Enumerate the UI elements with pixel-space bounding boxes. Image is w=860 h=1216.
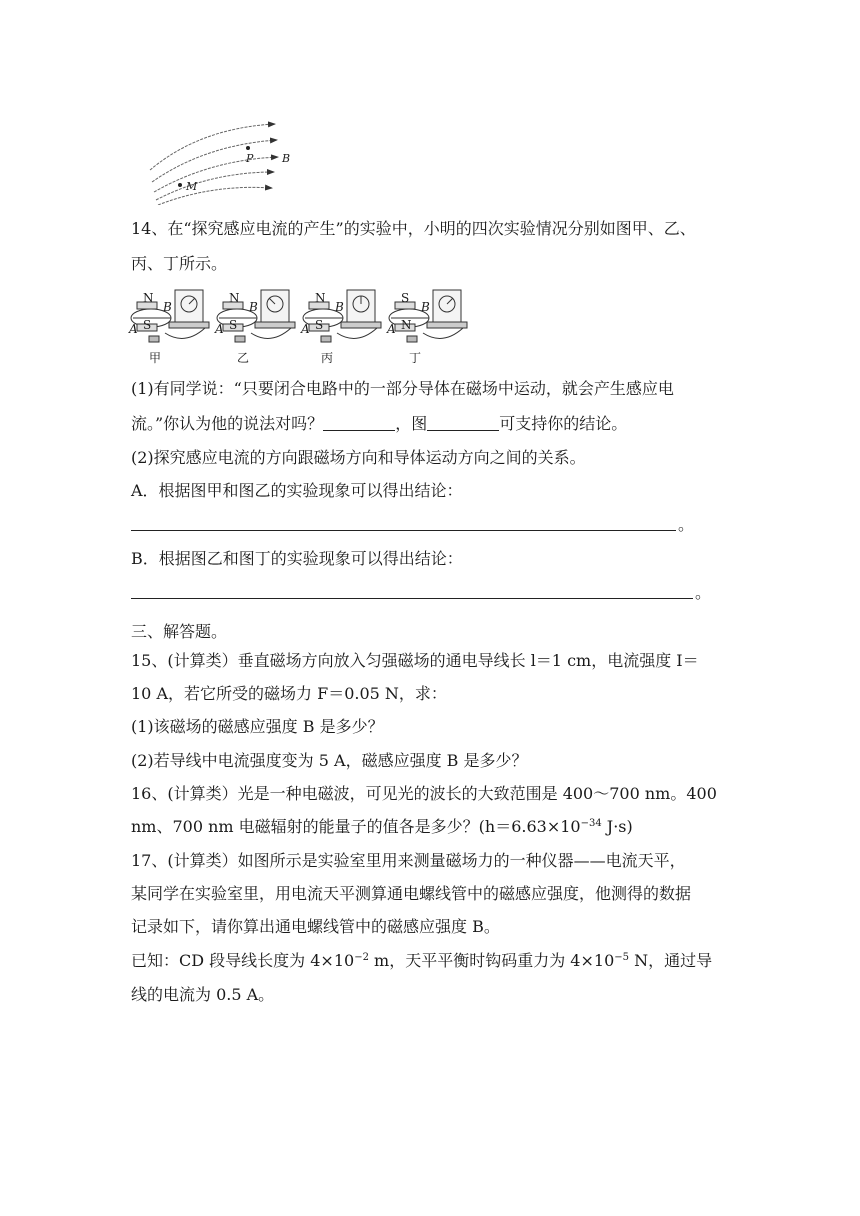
- top-pole-label: N: [229, 291, 240, 305]
- b-label: B: [335, 300, 344, 314]
- q14-pB: B．根据图乙和图丁的实验现象可以得出结论：: [131, 549, 463, 568]
- q17-line5: 线的电流为 0.5 A。: [131, 985, 275, 1004]
- field-line: [154, 157, 278, 192]
- answer-line-b[interactable]: [131, 598, 693, 599]
- b-label: B: [163, 300, 172, 314]
- bottom-pole-label: S: [143, 318, 152, 332]
- apparatus-drawing: [211, 288, 301, 348]
- a-label: A: [215, 322, 224, 336]
- field-line: [158, 187, 272, 205]
- q17-exponent-1: −2: [354, 952, 369, 963]
- q14-p1-text-c: 可支持你的结论。: [499, 414, 628, 433]
- apparatus-drawing: [125, 288, 215, 348]
- experiment-panel-jia: [125, 288, 215, 366]
- field-line: [150, 124, 275, 170]
- q14-pA-end: 。: [678, 515, 695, 534]
- q17-line4-c: N，通过导: [629, 951, 713, 970]
- q15-p1: (1)该磁场的磁感应强度 B 是多少？: [131, 717, 384, 736]
- q17-line3: 记录如下，请你算出通电螺线管中的磁感应强度 B。: [131, 917, 500, 936]
- q14-pA: A．根据图甲和图乙的实验现象可以得出结论：: [131, 481, 463, 500]
- q17-line4: [131, 950, 712, 972]
- top-pole-label: N: [143, 291, 154, 305]
- q14-p1-line2: [131, 413, 627, 435]
- q14-p1-line1: (1)有同学说：“只要闭合电路中的一部分导体在磁场中运动，就会产生感应电: [131, 379, 674, 398]
- panel-caption: 丙: [321, 351, 334, 365]
- panel-caption: 丁: [409, 351, 422, 365]
- q14-p1-text-a: 流。”你认为他的说法对吗？: [131, 414, 324, 433]
- q14-stem-line1: 14、在“探究感应电流的产生”的实验中，小明的四次实验情况分别如图甲、乙、: [131, 219, 696, 238]
- q17-exponent-2: −5: [614, 952, 629, 963]
- point-p-dot: [246, 146, 250, 150]
- field-b-label: B: [282, 152, 291, 165]
- q16-exponent: −34: [580, 818, 602, 829]
- a-label: A: [129, 322, 138, 336]
- top-pole-label: S: [401, 291, 410, 305]
- a-label: A: [301, 322, 310, 336]
- q16-line2: [131, 816, 633, 838]
- field-line: [156, 172, 274, 200]
- experiment-panel-ding: [383, 288, 473, 366]
- point-p-label: P: [246, 152, 254, 165]
- bottom-pole-label: S: [315, 318, 324, 332]
- q16-line2-a: nm、700 nm 电磁辐射的能量子的值各是多少？(h＝6.63×10: [131, 817, 581, 836]
- bottom-pole-label: S: [229, 318, 238, 332]
- panel-caption: 甲: [149, 351, 162, 365]
- apparatus-drawing: [383, 288, 473, 348]
- q17-line1: 17、(计算类）如图所示是实验室里用来测量磁场力的一种仪器——电流天平，: [131, 851, 686, 870]
- q14-stem-line2: 丙、丁所示。: [131, 254, 228, 273]
- q15-line2: 10 A，若它所受的磁场力 F＝0.05 N，求：: [131, 684, 447, 703]
- panel-caption: 乙: [237, 351, 250, 365]
- b-label: B: [421, 300, 430, 314]
- q17-line2: 某同学在实验室里，用电流天平测算通电螺线管中的磁感应强度，他测得的数据: [131, 884, 692, 903]
- magnetic-field-figure: [140, 110, 310, 205]
- q14-p1-text-b: ，图: [395, 414, 428, 433]
- q16-line2-b: J·s): [601, 817, 633, 836]
- experiment-figure: [125, 288, 475, 366]
- answer-blank-2[interactable]: [427, 414, 499, 431]
- experiment-panel-yi: [211, 288, 301, 366]
- b-label: B: [249, 300, 258, 314]
- top-pole-label: N: [315, 291, 326, 305]
- q14-p2: (2)探究感应电流的方向跟磁场方向和导体运动方向之间的关系。: [131, 448, 586, 467]
- answer-blank-1[interactable]: [323, 414, 395, 431]
- answer-line-a[interactable]: [131, 530, 676, 531]
- a-label: A: [387, 322, 396, 336]
- bottom-pole-label: N: [401, 318, 412, 332]
- apparatus-drawing: [297, 288, 387, 348]
- point-m-label: M: [186, 180, 198, 193]
- q14-pB-end: 。: [695, 583, 712, 602]
- field-line: [152, 140, 277, 182]
- q15-line1: 15、(计算类）垂直磁场方向放入匀强磁场的通电导线长 l＝1 cm，电流强度 I＝: [131, 651, 699, 670]
- q16-line1: 16、(计算类）光是一种电磁波，可见光的波长的大致范围是 400～700 nm。400: [131, 784, 717, 803]
- q15-p2: (2)若导线中电流强度变为 5 A，磁感应强度 B 是多少？: [131, 751, 528, 770]
- q17-line4-b: m，天平平衡时钩码重力为 4×10: [368, 951, 615, 970]
- section-3-heading: 三、解答题。: [131, 622, 228, 641]
- q17-line4-a: 已知：CD 段导线长度为 4×10: [131, 951, 355, 970]
- point-m-dot: [178, 183, 182, 187]
- experiment-panel-bing: [297, 288, 387, 366]
